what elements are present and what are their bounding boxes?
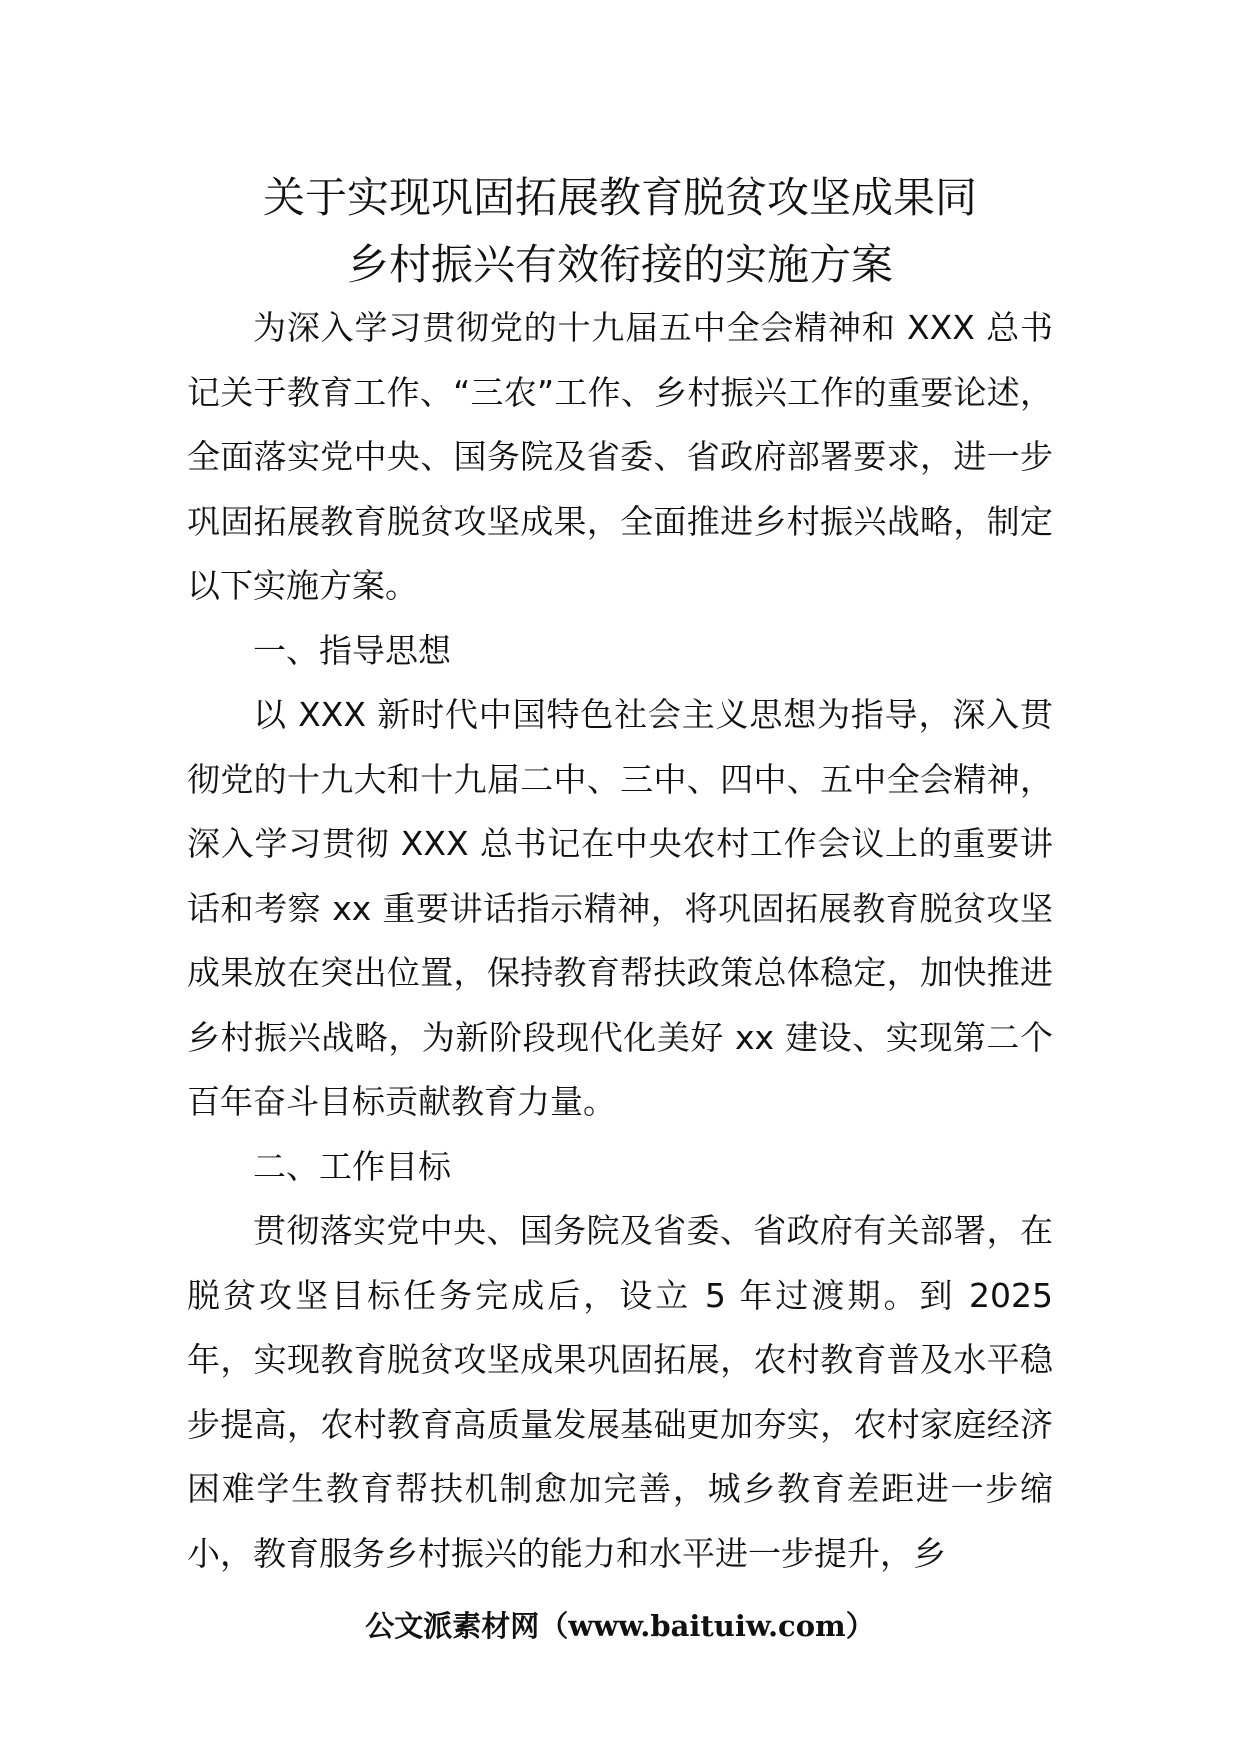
document-body [187, 296, 1053, 1586]
section-1-heading: 一、指导思想 [253, 630, 451, 670]
intro-paragraph: 为深入学习贯彻党的十九届五中全会精神和 XXX 总书记关于教育工作、“三农”工作、乡村振兴工作的重要论述，全面落实党中央、国务院及省委、省政府部署要求，进一步巩固拓展教育脱贫攻坚成果，全面推进乡村振兴战略，制定以下实施方案。 [187, 308, 1053, 605]
source-footer: 公文派素材网（www.baituiw.com） [365, 1609, 875, 1643]
section-2-heading: 二、工作目标 [253, 1146, 451, 1186]
document-title-line-2: 乡村振兴有效衔接的实施方案 [346, 240, 893, 289]
section-1-paragraph: 以 XXX 新时代中国特色社会主义思想为指导，深入贯彻党的十九大和十九届二中、三中、四中、五中全会精神，深入学习贯彻 XXX 总书记在中央农村工作会议上的重要讲话和考察 xx 重要讲话指示精神，将巩固拓展教育脱贫攻坚成果放在突出位置，保持教育帮扶政策总体稳定，加快推进乡村振兴战略，为新阶段现代化美好 xx 建设、实现第二个百年奋斗目标贡献教育力量。 [187, 695, 1053, 1121]
section-2-paragraph: 贯彻落实党中央、国务院及省委、省政府有关部署，在脱贫攻坚目标任务完成后，设立 5 年过渡期。到 2025 年，实现教育脱贫攻坚成果巩固拓展，农村教育普及水平稳步提高，农村教育高质量发展基础更加夯实，农村家庭经济困难学生教育帮扶机制愈加完善，城乡教育差距进一步缩小，教育服务乡村振兴的能力和水平进一步提升，乡 [187, 1211, 1053, 1573]
document-title-line-1: 关于实现巩固拓展教育脱贫攻坚成果同 [262, 173, 977, 222]
